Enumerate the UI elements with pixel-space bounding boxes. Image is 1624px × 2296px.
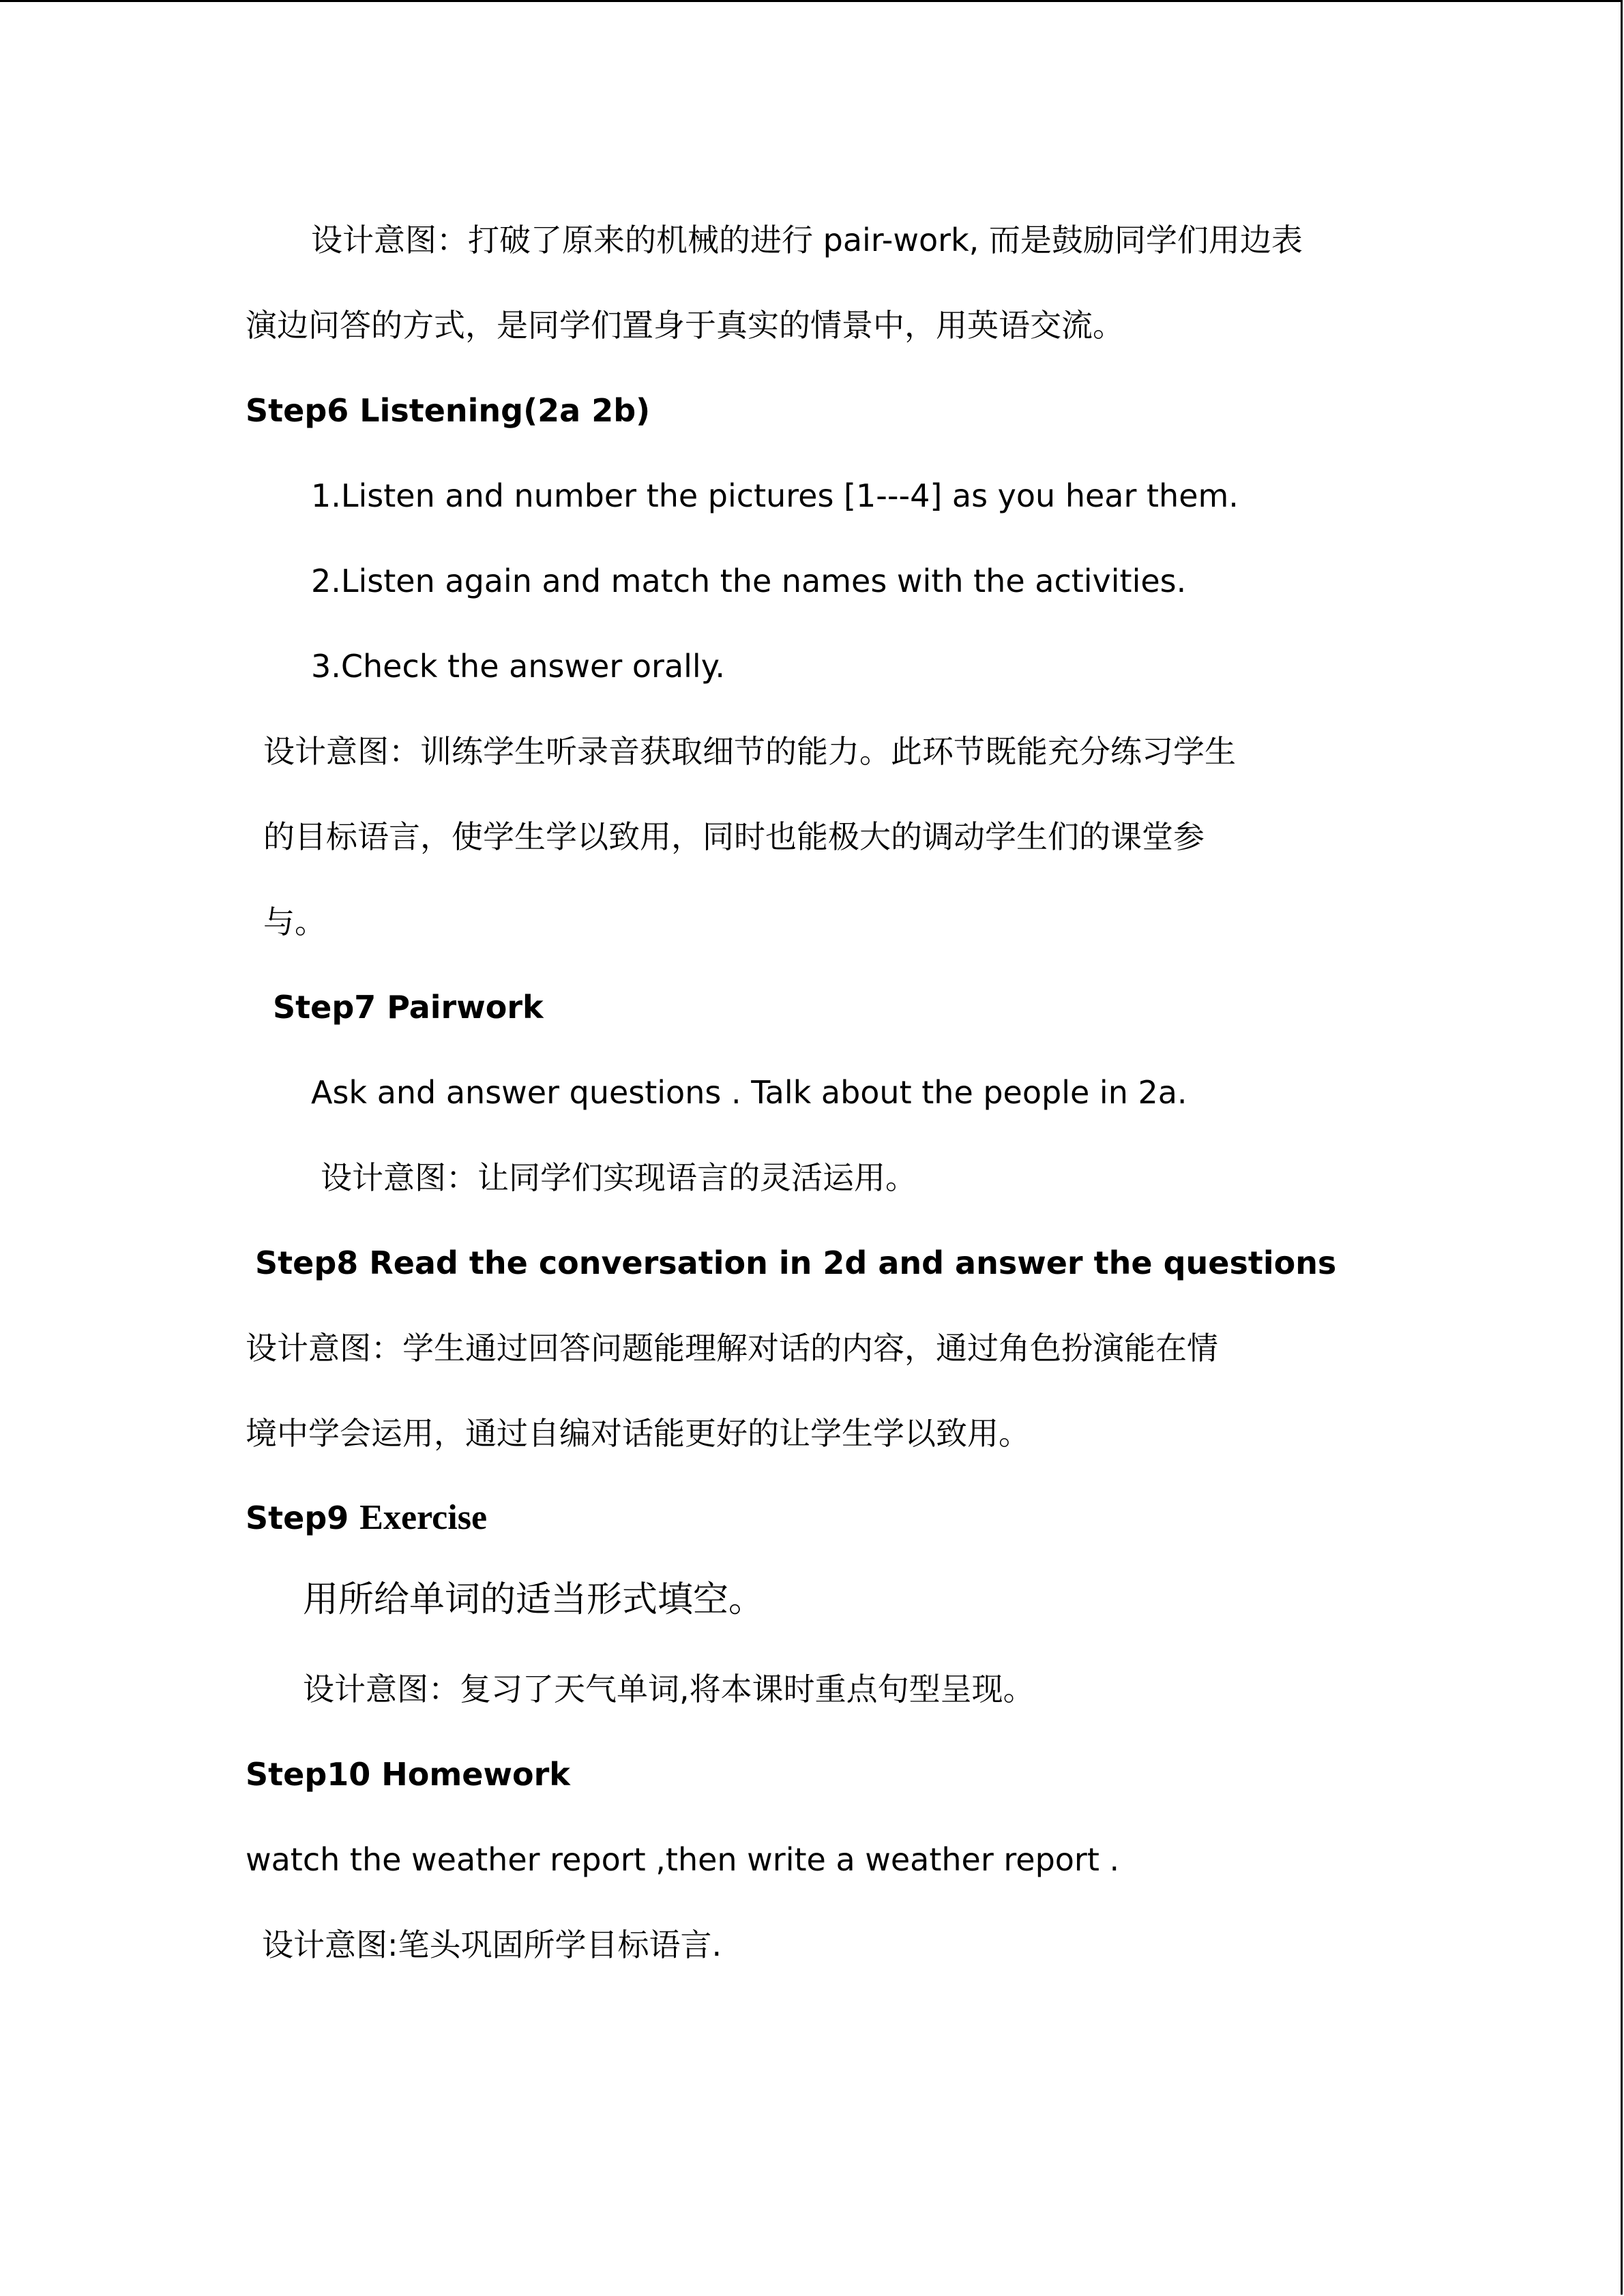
step10-heading: Step10 Homework — [246, 1756, 570, 1793]
step8-heading: Step8 Read the conversation in 2d and answer the questions — [255, 1244, 1337, 1281]
step9-exercise-instruction: 用所给单词的适当形式填空。 — [303, 1579, 765, 1620]
design-intent-paragraph-2-line-1: 设计意图：训练学生听录音获取细节的能力。此环节既能充分练习学生 — [263, 733, 1236, 770]
step9-heading — [246, 1497, 487, 1538]
design-intent-paragraph-6: 设计意图:笔头巩固所学目标语言. — [262, 1926, 722, 1963]
design-intent-paragraph-1-line-1: 设计意图：打破了原来的机械的进行 pair-work, 而是鼓励同学们用边表 — [311, 222, 1303, 258]
step7-heading: Step7 Pairwork — [273, 989, 544, 1026]
step9-heading-title: Exercise — [359, 1498, 488, 1537]
design-intent-paragraph-3: 设计意图：让同学们实现语言的灵活运用。 — [321, 1159, 917, 1196]
step6-item-1: 1.Listen and number the pictures [1---4] as you hear them. — [311, 477, 1239, 514]
step6-item-2: 2.Listen again and match the names with the activities. — [311, 563, 1187, 599]
homework-instruction: watch the weather report ,then write a weather report . — [246, 1841, 1120, 1878]
step6-item-3: 3.Check the answer orally. — [311, 648, 725, 685]
design-intent-paragraph-2-line-2: 的目标语言，使学生学以致用，同时也能极大的调动学生们的课堂参 — [263, 818, 1205, 855]
design-intent-paragraph-1-line-2: 演边问答的方式，是同学们置身于真实的情景中，用英语交流。 — [246, 307, 1124, 344]
design-intent-paragraph-4-line-2: 境中学会运用，通过自编对话能更好的让学生学以致用。 — [246, 1415, 1030, 1452]
design-intent-paragraph-5: 设计意图：复习了天气单词,将本课时重点句型呈现。 — [303, 1671, 1035, 1708]
step7-instruction: Ask and answer questions . Talk about the people in 2a. — [311, 1074, 1187, 1111]
step9-heading-label: Step9 — [246, 1500, 360, 1536]
design-intent-paragraph-4-line-1: 设计意图：学生通过回答问题能理解对话的内容，通过角色扮演能在情 — [246, 1330, 1218, 1367]
step6-heading: Step6 Listening(2a 2b) — [246, 392, 651, 429]
design-intent-paragraph-2-line-3: 与。 — [263, 904, 326, 940]
